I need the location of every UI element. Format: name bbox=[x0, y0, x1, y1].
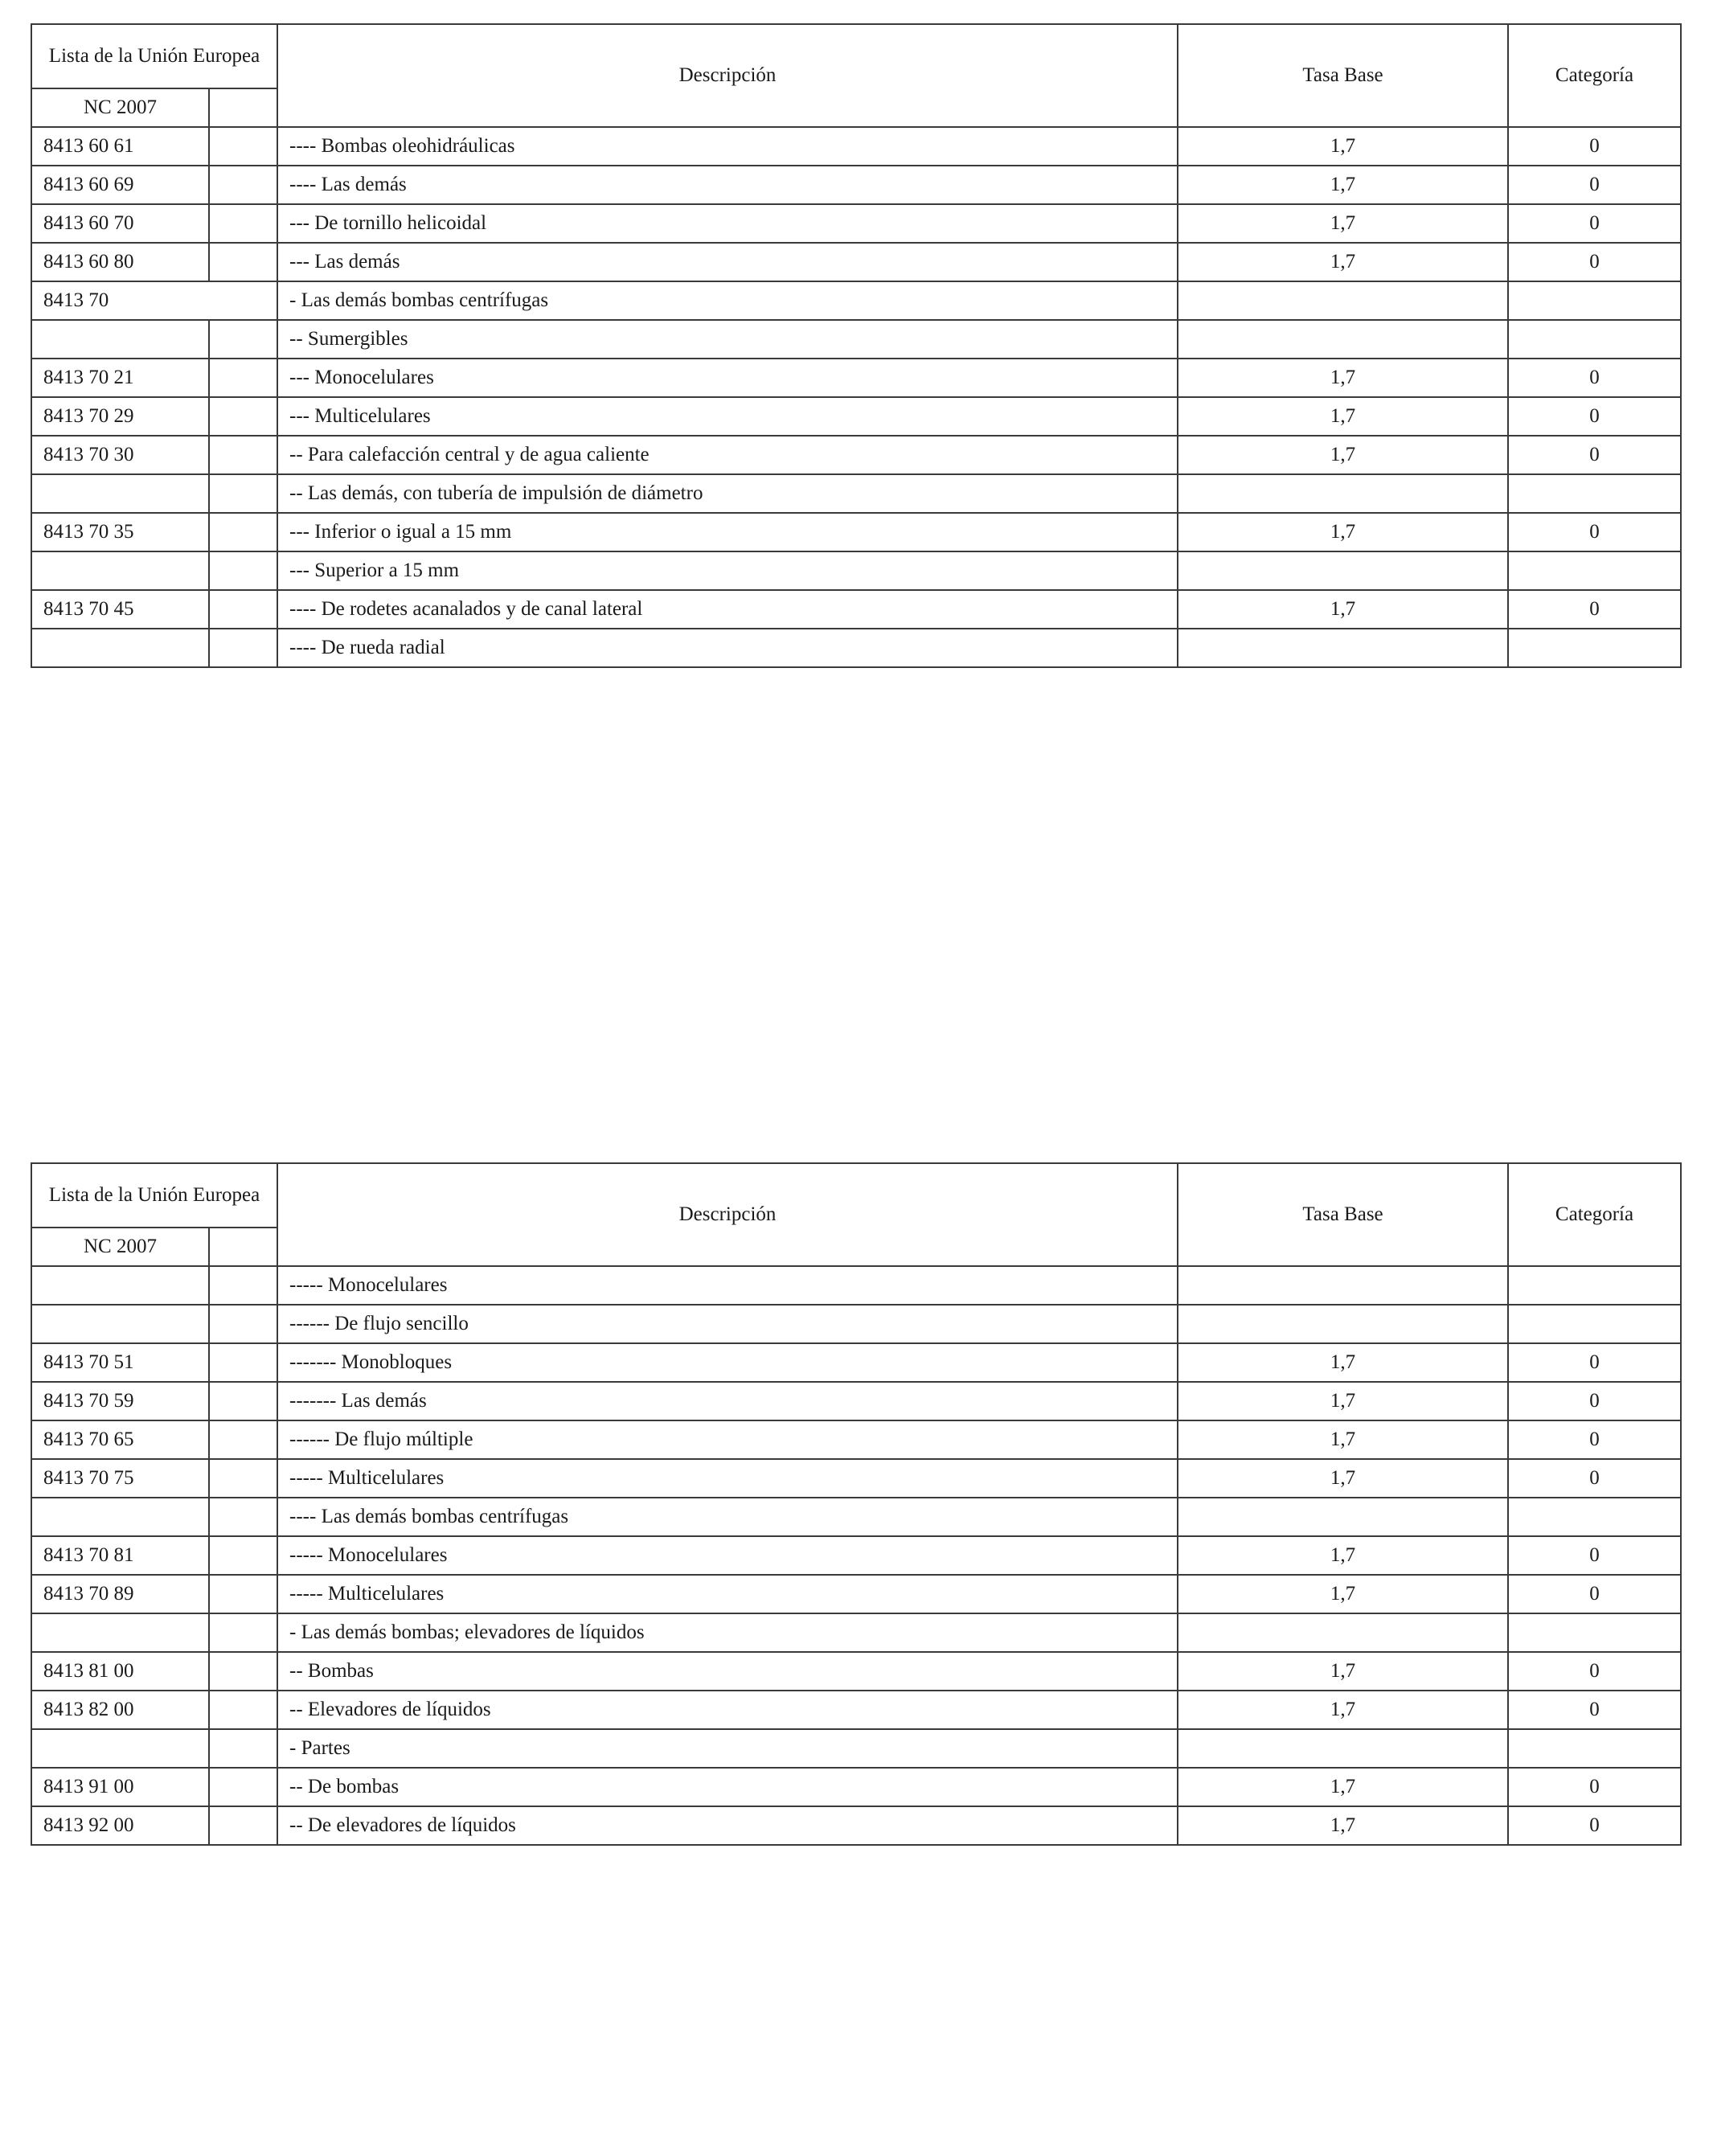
nc-code-cell: 8413 70 65 bbox=[31, 1420, 209, 1459]
blank-cell bbox=[209, 1806, 277, 1845]
table-row bbox=[31, 1575, 1681, 1613]
categoria-cell: 0 bbox=[1508, 204, 1681, 243]
tasa-base-cell: 1,7 bbox=[1178, 436, 1508, 474]
table-body bbox=[31, 1266, 1681, 1845]
tasa-base-cell: 1,7 bbox=[1178, 243, 1508, 281]
header-blank-cell bbox=[209, 88, 277, 127]
categoria-cell: 0 bbox=[1508, 166, 1681, 204]
categoria-cell: 0 bbox=[1508, 1536, 1681, 1575]
nc-code-cell: 8413 70 21 bbox=[31, 359, 209, 397]
tasa-base-cell bbox=[1178, 1305, 1508, 1343]
description-cell: -- Para calefacción central y de agua caliente bbox=[277, 436, 1178, 474]
categoria-cell bbox=[1508, 281, 1681, 320]
tasa-base-cell: 1,7 bbox=[1178, 1459, 1508, 1498]
categoria-cell bbox=[1508, 1729, 1681, 1768]
nc-code-cell bbox=[31, 474, 209, 513]
categoria-cell: 0 bbox=[1508, 436, 1681, 474]
nc-code-cell: 8413 70 75 bbox=[31, 1459, 209, 1498]
blank-cell bbox=[209, 1459, 277, 1498]
blank-cell bbox=[209, 1613, 277, 1652]
nc-code-cell: 8413 70 29 bbox=[31, 397, 209, 436]
tasa-base-cell: 1,7 bbox=[1178, 1575, 1508, 1613]
header-blank-cell bbox=[209, 1228, 277, 1266]
nc-code-cell: 8413 92 00 bbox=[31, 1806, 209, 1845]
tasa-base-cell bbox=[1178, 1613, 1508, 1652]
categoria-cell: 0 bbox=[1508, 513, 1681, 551]
table-row bbox=[31, 551, 1681, 590]
description-cell: ----- Monocelulares bbox=[277, 1536, 1178, 1575]
table-row bbox=[31, 320, 1681, 359]
table-row bbox=[31, 204, 1681, 243]
nc-code-cell: 8413 70 59 bbox=[31, 1382, 209, 1420]
table-row bbox=[31, 1613, 1681, 1652]
table-row bbox=[31, 1459, 1681, 1498]
table-row bbox=[31, 1768, 1681, 1806]
tasa-base-cell: 1,7 bbox=[1178, 204, 1508, 243]
tasa-base-cell: 1,7 bbox=[1178, 513, 1508, 551]
categoria-cell: 0 bbox=[1508, 1652, 1681, 1691]
blank-cell bbox=[209, 359, 277, 397]
tasa-base-header: Tasa Base bbox=[1178, 1163, 1508, 1266]
categoria-cell: 0 bbox=[1508, 1806, 1681, 1845]
blank-cell bbox=[209, 204, 277, 243]
description-cell: ---- Las demás bbox=[277, 166, 1178, 204]
nc-2007-header: NC 2007 bbox=[31, 1228, 209, 1266]
table-row bbox=[31, 629, 1681, 667]
nc-code-cell: 8413 70 35 bbox=[31, 513, 209, 551]
tasa-base-cell bbox=[1178, 629, 1508, 667]
blank-cell bbox=[209, 1691, 277, 1729]
tasa-base-cell: 1,7 bbox=[1178, 1420, 1508, 1459]
descripcion-header: Descripción bbox=[277, 24, 1178, 127]
blank-cell bbox=[209, 590, 277, 629]
description-cell: ------ De flujo múltiple bbox=[277, 1420, 1178, 1459]
nc-code-cell: 8413 60 69 bbox=[31, 166, 209, 204]
nc-code-cell bbox=[31, 1305, 209, 1343]
description-cell: ----- Multicelulares bbox=[277, 1575, 1178, 1613]
tasa-base-cell bbox=[1178, 320, 1508, 359]
categoria-cell: 0 bbox=[1508, 397, 1681, 436]
table-row bbox=[31, 397, 1681, 436]
nc-code-cell: 8413 91 00 bbox=[31, 1768, 209, 1806]
nc-code-cell: 8413 81 00 bbox=[31, 1652, 209, 1691]
tariff-table-1 bbox=[31, 23, 1682, 668]
tasa-base-cell bbox=[1178, 1729, 1508, 1768]
description-cell: ----- Multicelulares bbox=[277, 1459, 1178, 1498]
table-row bbox=[31, 243, 1681, 281]
nc-code-cell bbox=[31, 551, 209, 590]
table-row bbox=[31, 590, 1681, 629]
nc-code-cell: 8413 60 80 bbox=[31, 243, 209, 281]
table-row bbox=[31, 1382, 1681, 1420]
table-row bbox=[31, 1729, 1681, 1768]
tasa-base-cell bbox=[1178, 551, 1508, 590]
table-row bbox=[31, 359, 1681, 397]
categoria-cell: 0 bbox=[1508, 1343, 1681, 1382]
table-row bbox=[31, 1266, 1681, 1305]
table-body bbox=[31, 127, 1681, 667]
blank-cell bbox=[209, 320, 277, 359]
tasa-base-cell bbox=[1178, 474, 1508, 513]
blank-cell bbox=[209, 436, 277, 474]
description-cell: ---- Bombas oleohidráulicas bbox=[277, 127, 1178, 166]
description-cell: -- Elevadores de líquidos bbox=[277, 1691, 1178, 1729]
blank-cell bbox=[209, 551, 277, 590]
description-cell: ------- Monobloques bbox=[277, 1343, 1178, 1382]
nc-code-cell bbox=[31, 629, 209, 667]
categoria-cell: 0 bbox=[1508, 359, 1681, 397]
description-cell: --- Las demás bbox=[277, 243, 1178, 281]
nc-code-cell: 8413 70 45 bbox=[31, 590, 209, 629]
blank-cell bbox=[209, 1343, 277, 1382]
categoria-cell: 0 bbox=[1508, 1459, 1681, 1498]
table-row bbox=[31, 281, 1681, 320]
blank-cell bbox=[209, 1536, 277, 1575]
categoria-cell bbox=[1508, 320, 1681, 359]
blank-cell bbox=[209, 397, 277, 436]
table-row bbox=[31, 1305, 1681, 1343]
blank-cell bbox=[209, 127, 277, 166]
categoria-cell bbox=[1508, 1498, 1681, 1536]
categoria-header: Categoría bbox=[1508, 1163, 1681, 1266]
tasa-base-cell: 1,7 bbox=[1178, 359, 1508, 397]
tasa-base-cell: 1,7 bbox=[1178, 1382, 1508, 1420]
description-cell: - Las demás bombas centrífugas bbox=[277, 281, 1178, 320]
description-cell: ----- Monocelulares bbox=[277, 1266, 1178, 1305]
nc-code-cell bbox=[31, 1613, 209, 1652]
nc-code-cell: 8413 60 61 bbox=[31, 127, 209, 166]
blank-cell bbox=[209, 1768, 277, 1806]
blank-cell bbox=[209, 1498, 277, 1536]
tasa-base-header: Tasa Base bbox=[1178, 24, 1508, 127]
blank-cell bbox=[209, 243, 277, 281]
categoria-cell bbox=[1508, 551, 1681, 590]
description-cell: ---- De rodetes acanalados y de canal lateral bbox=[277, 590, 1178, 629]
blank-cell bbox=[209, 1305, 277, 1343]
tasa-base-cell: 1,7 bbox=[1178, 1691, 1508, 1729]
tasa-base-cell: 1,7 bbox=[1178, 166, 1508, 204]
tasa-base-cell: 1,7 bbox=[1178, 397, 1508, 436]
tasa-base-cell: 1,7 bbox=[1178, 1768, 1508, 1806]
tasa-base-cell bbox=[1178, 281, 1508, 320]
categoria-cell: 0 bbox=[1508, 127, 1681, 166]
nc-code-cell: 8413 70 89 bbox=[31, 1575, 209, 1613]
description-cell: -- De bombas bbox=[277, 1768, 1178, 1806]
table-row bbox=[31, 166, 1681, 204]
description-cell: ---- Las demás bombas centrífugas bbox=[277, 1498, 1178, 1536]
categoria-cell: 0 bbox=[1508, 1575, 1681, 1613]
categoria-cell: 0 bbox=[1508, 1691, 1681, 1729]
nc-code-cell: 8413 82 00 bbox=[31, 1691, 209, 1729]
description-cell: ---- De rueda radial bbox=[277, 629, 1178, 667]
table-row bbox=[31, 1806, 1681, 1845]
nc-code-cell: 8413 70 51 bbox=[31, 1343, 209, 1382]
description-cell: ------ De flujo sencillo bbox=[277, 1305, 1178, 1343]
table-header bbox=[31, 24, 1681, 127]
blank-cell bbox=[209, 166, 277, 204]
nc-code-cell: 8413 70 30 bbox=[31, 436, 209, 474]
description-cell: --- Multicelulares bbox=[277, 397, 1178, 436]
categoria-cell bbox=[1508, 1305, 1681, 1343]
description-cell: --- Monocelulares bbox=[277, 359, 1178, 397]
description-cell: --- Superior a 15 mm bbox=[277, 551, 1178, 590]
nc-code-cell bbox=[31, 1729, 209, 1768]
blank-cell bbox=[209, 513, 277, 551]
blank-cell bbox=[209, 629, 277, 667]
blank-cell bbox=[209, 1652, 277, 1691]
nc-code-cell bbox=[31, 320, 209, 359]
categoria-cell bbox=[1508, 1266, 1681, 1305]
blank-cell bbox=[209, 1575, 277, 1613]
table-row bbox=[31, 1691, 1681, 1729]
tasa-base-cell bbox=[1178, 1266, 1508, 1305]
categoria-cell bbox=[1508, 474, 1681, 513]
tasa-base-cell: 1,7 bbox=[1178, 1536, 1508, 1575]
description-cell: --- Inferior o igual a 15 mm bbox=[277, 513, 1178, 551]
table-row bbox=[31, 127, 1681, 166]
nc-code-cell: 8413 70 bbox=[31, 281, 277, 320]
description-cell: - Partes bbox=[277, 1729, 1178, 1768]
table-row bbox=[31, 436, 1681, 474]
table-header bbox=[31, 1163, 1681, 1266]
table-row bbox=[31, 1420, 1681, 1459]
table-row bbox=[31, 513, 1681, 551]
tasa-base-cell: 1,7 bbox=[1178, 1806, 1508, 1845]
categoria-cell: 0 bbox=[1508, 1382, 1681, 1420]
tariff-table-2 bbox=[31, 1162, 1682, 1846]
tasa-base-cell: 1,7 bbox=[1178, 127, 1508, 166]
table-row bbox=[31, 1343, 1681, 1382]
categoria-header: Categoría bbox=[1508, 24, 1681, 127]
description-cell: --- De tornillo helicoidal bbox=[277, 204, 1178, 243]
tasa-base-cell: 1,7 bbox=[1178, 1343, 1508, 1382]
nc-2007-header: NC 2007 bbox=[31, 88, 209, 127]
categoria-cell bbox=[1508, 629, 1681, 667]
lista-ue-header: Lista de la Unión Europea bbox=[31, 1163, 277, 1228]
blank-cell bbox=[209, 474, 277, 513]
tasa-base-cell: 1,7 bbox=[1178, 590, 1508, 629]
description-cell: - Las demás bombas; elevadores de líquidos bbox=[277, 1613, 1178, 1652]
blank-cell bbox=[209, 1382, 277, 1420]
table-row bbox=[31, 1498, 1681, 1536]
header-row bbox=[31, 1163, 1681, 1228]
description-cell: -- Las demás, con tubería de impulsión de diámetro bbox=[277, 474, 1178, 513]
nc-code-cell: 8413 70 81 bbox=[31, 1536, 209, 1575]
descripcion-header: Descripción bbox=[277, 1163, 1178, 1266]
categoria-cell bbox=[1508, 1613, 1681, 1652]
blank-cell bbox=[209, 1266, 277, 1305]
description-cell: -- Sumergibles bbox=[277, 320, 1178, 359]
header-row bbox=[31, 24, 1681, 88]
blank-cell bbox=[209, 1729, 277, 1768]
description-cell: ------- Las demás bbox=[277, 1382, 1178, 1420]
categoria-cell: 0 bbox=[1508, 1768, 1681, 1806]
description-cell: -- De elevadores de líquidos bbox=[277, 1806, 1178, 1845]
categoria-cell: 0 bbox=[1508, 590, 1681, 629]
nc-code-cell bbox=[31, 1498, 209, 1536]
lista-ue-header: Lista de la Unión Europea bbox=[31, 24, 277, 88]
tasa-base-cell bbox=[1178, 1498, 1508, 1536]
table-row bbox=[31, 1652, 1681, 1691]
description-cell: -- Bombas bbox=[277, 1652, 1178, 1691]
nc-code-cell bbox=[31, 1266, 209, 1305]
categoria-cell: 0 bbox=[1508, 1420, 1681, 1459]
blank-cell bbox=[209, 1420, 277, 1459]
categoria-cell: 0 bbox=[1508, 243, 1681, 281]
tasa-base-cell: 1,7 bbox=[1178, 1652, 1508, 1691]
table-row bbox=[31, 1536, 1681, 1575]
nc-code-cell: 8413 60 70 bbox=[31, 204, 209, 243]
table-row bbox=[31, 474, 1681, 513]
